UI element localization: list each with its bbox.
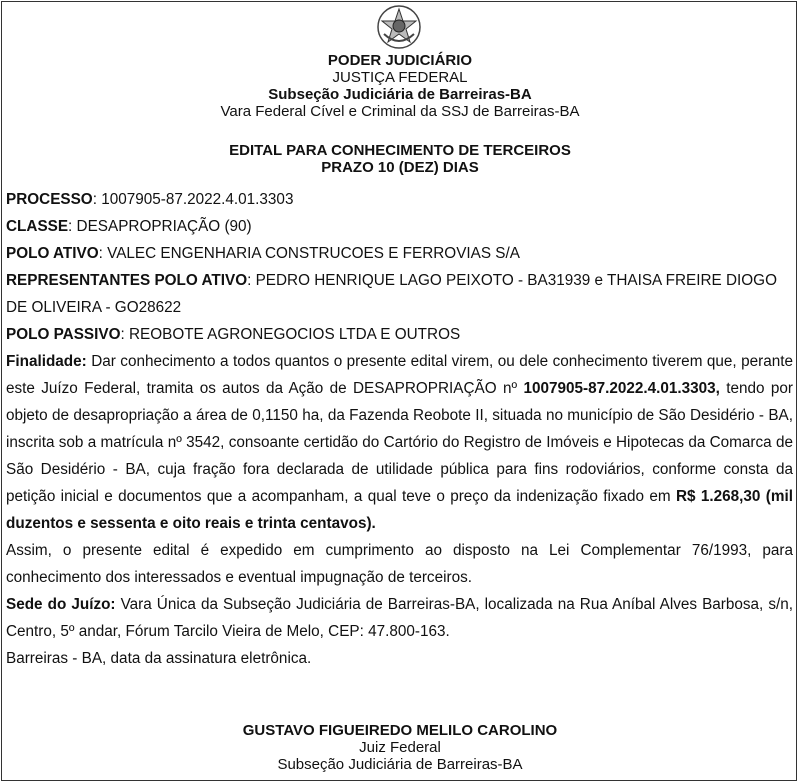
processo-value: : 1007905-87.2022.4.01.3303 xyxy=(92,191,294,208)
signature-name: GUSTAVO FIGUEIREDO MELILO CAROLINO xyxy=(242,722,558,739)
header-line-2: JUSTIÇA FEDERAL xyxy=(332,69,468,86)
title-line-1: EDITAL PARA CONHECIMENTO DE TERCEIROS xyxy=(229,142,571,159)
finalidade-processo: 1007905-87.2022.4.01.3303, xyxy=(523,380,720,397)
header-line-3: Subseção Judiciária de Barreiras-BA xyxy=(268,86,532,103)
polo-passivo-value: : REOBOTE AGRONEGOCIOS LTDA E OUTROS xyxy=(120,326,461,343)
polo-ativo-label: POLO ATIVO xyxy=(6,245,99,262)
sede-text: Vara Única da Subseção Judiciária de Barreiras-BA, localizada na Rua Aníbal Alves Barbosa, s/n, Centro, 5º andar, Fórum Tarcilo Vieira de Melo, CEP: 47.800-163. xyxy=(6,596,793,640)
signature-unit: Subseção Judiciária de Barreiras-BA xyxy=(277,756,523,773)
document-title xyxy=(0,142,800,176)
field-polo-ativo xyxy=(6,240,793,267)
field-classe xyxy=(6,213,793,240)
sede-label: Sede do Juízo: xyxy=(6,596,116,613)
coat-of-arms-icon xyxy=(376,4,422,50)
paragraph-sede xyxy=(6,591,793,645)
signature-block xyxy=(0,722,800,773)
representantes-label: REPRESENTANTES POLO ATIVO xyxy=(6,272,248,289)
header-line-4: Vara Federal Cível e Criminal da SSJ de Barreiras-BA xyxy=(220,103,580,120)
field-representantes xyxy=(6,267,793,321)
title-line-2: PRAZO 10 (DEZ) DIAS xyxy=(321,159,479,176)
paragraph-finalidade xyxy=(6,348,793,537)
finalidade-valor: R$ 1.268,30 (mil duzentos e sessenta e oito reais e trinta centavos). xyxy=(6,488,793,532)
finalidade-label: Finalidade: xyxy=(6,353,87,370)
finalidade-text-2: tendo por objeto de desapropriação a área de 0,1150 ha, da Fazenda Reobote II, situada no município de São Desidério - BA, inscrita sob a matrícula nº 3542, consoante certidão do Cartório do Registro de Imóveis e Hipotecas da Comarca de São Desidério - BA, cuja fração fora declarada de utilidade pública para fins rodoviários, conforme consta da petição inicial e documentos que a acompanham, a qual teve o preço da indenização fixado em xyxy=(6,380,794,505)
polo-ativo-value: : VALEC ENGENHARIA CONSTRUCOES E FERROVIAS S/A xyxy=(98,245,520,262)
field-processo xyxy=(6,186,793,213)
paragraph-assim: Assim, o presente edital é expedido em cumprimento ao disposto na Lei Complementar 76/1993, para conhecimento dos interessados e eventual impugnação de terceiros. xyxy=(6,542,793,586)
header-line-1: PODER JUDICIÁRIO xyxy=(327,52,473,69)
finalidade-text-1: Dar conhecimento a todos quantos o presente edital virem, ou dele conhecimento tiverem que, perante este Juízo Federal, tramita os autos da Ação de DESAPROPRIAÇÃO nº xyxy=(6,353,793,397)
classe-label: CLASSE xyxy=(6,218,69,235)
paragraph-data-local: Barreiras - BA, data da assinatura eletrônica. xyxy=(6,650,312,667)
document-header xyxy=(0,52,800,120)
classe-value: : DESAPROPRIAÇÃO (90) xyxy=(68,218,252,235)
field-polo-passivo xyxy=(6,321,793,348)
document-body xyxy=(6,186,793,672)
polo-passivo-label: POLO PASSIVO xyxy=(6,326,121,343)
processo-label: PROCESSO xyxy=(6,191,93,208)
representantes-value: : PEDRO HENRIQUE LAGO PEIXOTO - BA31939 e THAISA FREIRE DIOGO DE OLIVEIRA - GO28622 xyxy=(6,272,777,316)
signature-role: Juiz Federal xyxy=(359,739,441,756)
